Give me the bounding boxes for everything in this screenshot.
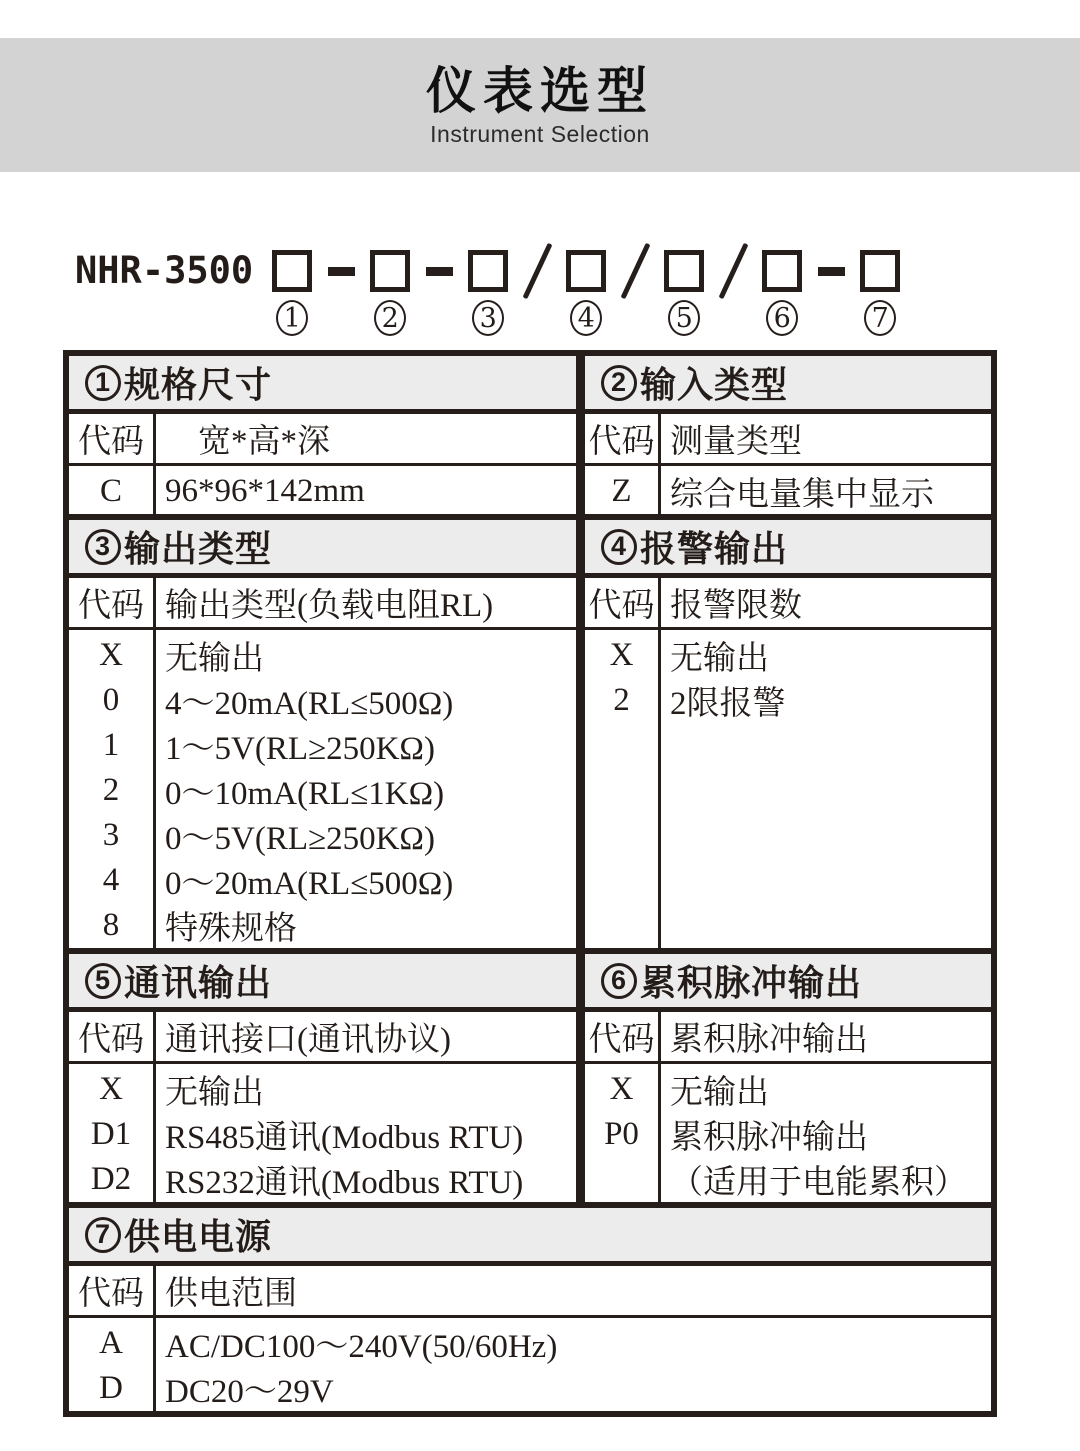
code-cell: X (609, 637, 634, 673)
section-3 (69, 514, 585, 948)
model-slot-number: 1 (276, 300, 308, 336)
model-slot-number: 5 (668, 300, 700, 336)
desc-cell: 无输出 (670, 641, 769, 677)
slash-bar (620, 243, 650, 299)
desc-column (156, 1064, 576, 1202)
section-title (585, 954, 991, 1012)
desc-cell: 综合电量集中显示 (670, 477, 934, 513)
code-cell: X (609, 1071, 634, 1107)
slash-bar (718, 243, 748, 299)
code-cell: 4 (102, 862, 120, 898)
code-cell: Z (611, 473, 632, 509)
model-slot-box (762, 250, 802, 292)
separator-hyphen (315, 250, 367, 292)
model-slot-3 (465, 250, 511, 336)
section-title-text: 累积脉冲输出 (640, 962, 863, 1003)
desc-column-header: 输出类型(负载电阻RL) (156, 578, 576, 630)
model-slot-number: 4 (570, 300, 602, 336)
separator-slash (609, 250, 661, 292)
code-cell: D2 (90, 1161, 132, 1197)
model-slot-7 (857, 250, 903, 336)
section-number-icon: 1 (85, 365, 121, 401)
section-7 (69, 1202, 991, 1411)
code-cell: D (99, 1370, 123, 1406)
desc-cell: 无输出 (165, 1075, 264, 1111)
desc-cell: 2限报警 (670, 686, 786, 722)
code-cell: P0 (604, 1116, 639, 1152)
code-column (69, 466, 156, 514)
desc-cell: 累积脉冲输出 (670, 1120, 868, 1156)
desc-column (156, 1318, 991, 1411)
section-table (69, 414, 576, 514)
desc-cell: RS485通讯(Modbus RTU) (165, 1120, 524, 1156)
desc-column-header: 测量类型 (661, 414, 991, 466)
model-slot-number: 2 (374, 300, 406, 336)
desc-column (661, 466, 991, 514)
desc-cell: 1～5V(RL≥250KΩ) (165, 731, 435, 767)
desc-cell: 无输出 (670, 1075, 769, 1111)
model-slot-4 (563, 250, 609, 336)
section-title (585, 520, 991, 578)
separator-slash (707, 250, 759, 292)
section-table (69, 1266, 991, 1411)
model-slot-1 (269, 250, 315, 336)
hyphen-bar (426, 267, 453, 276)
model-slot-box (468, 250, 508, 292)
section-number-icon: 5 (85, 963, 121, 999)
code-column (585, 466, 661, 514)
code-column-header: 代码 (69, 1012, 156, 1064)
section-title (69, 1208, 991, 1266)
model-slots (269, 250, 903, 336)
model-slot-number: 6 (766, 300, 798, 336)
code-column-header: 代码 (585, 1012, 661, 1064)
section-title (585, 356, 991, 414)
hyphen-bar (328, 267, 355, 276)
desc-cell: （适用于电能累积） (670, 1165, 967, 1201)
separator-hyphen (805, 250, 857, 292)
model-slot-5 (661, 250, 707, 336)
code-column-header: 代码 (69, 1266, 156, 1318)
desc-column-header: 报警限数 (661, 578, 991, 630)
desc-cell: 0～10mA(RL≤1KΩ) (165, 776, 445, 812)
section-table (69, 578, 576, 948)
desc-column (661, 1064, 991, 1202)
desc-column-header: 宽*高*深 (156, 414, 576, 466)
desc-column (156, 630, 576, 948)
code-cell: X (99, 637, 123, 673)
hyphen-bar (818, 267, 845, 276)
selection-table (63, 350, 997, 1417)
section-4 (585, 514, 991, 948)
code-cell: 0 (102, 682, 120, 718)
code-column (69, 1318, 156, 1411)
code-column (585, 630, 661, 948)
section-title (69, 356, 576, 414)
model-slot-box (860, 250, 900, 292)
code-column-header: 代码 (585, 414, 661, 466)
separator-slash (511, 250, 563, 292)
model-slot-box (664, 250, 704, 292)
model-slot-box (370, 250, 410, 292)
model-slot-box (272, 250, 312, 292)
desc-cell: RS232通讯(Modbus RTU) (165, 1165, 524, 1201)
code-cell: 8 (102, 907, 120, 943)
section-table (585, 1012, 991, 1202)
page-header (0, 38, 1080, 172)
section-title-text: 通讯输出 (124, 962, 273, 1003)
slash-bar (522, 243, 552, 299)
section-number-icon: 6 (601, 963, 637, 999)
desc-cell: DC20～29V (165, 1374, 334, 1410)
section-title-text: 输入类型 (640, 364, 789, 405)
section-1 (69, 356, 585, 514)
code-cell: X (99, 1071, 123, 1107)
section-number-icon: 2 (601, 365, 637, 401)
code-cell: C (99, 473, 122, 509)
desc-column-header: 累积脉冲输出 (661, 1012, 991, 1064)
page-subtitle: Instrument Selection (430, 120, 650, 147)
desc-cell: 无输出 (165, 641, 264, 677)
section-title (69, 954, 576, 1012)
desc-column (156, 466, 576, 514)
code-cell: 1 (102, 727, 120, 763)
model-slot-6 (759, 250, 805, 336)
desc-column-header: 通讯接口(通讯协议) (156, 1012, 576, 1064)
code-cell: A (99, 1325, 123, 1361)
code-column (69, 630, 156, 948)
section-number-icon: 3 (85, 529, 121, 565)
model-prefix: NHR-3500 (75, 249, 254, 292)
section-number-icon: 7 (85, 1217, 121, 1253)
code-cell: 3 (102, 817, 120, 853)
desc-cell: 96*96*142mm (165, 473, 365, 509)
desc-cell: 4～20mA(RL≤500Ω) (165, 686, 454, 722)
desc-cell: 0～5V(RL≥250KΩ) (165, 821, 435, 857)
code-column-header: 代码 (69, 414, 156, 466)
section-title-text: 报警输出 (640, 528, 789, 569)
desc-column-header: 供电范围 (156, 1266, 991, 1318)
code-cell: 2 (613, 682, 630, 718)
code-cell: 2 (102, 772, 120, 808)
page-title: 仪表选型 (426, 62, 654, 119)
model-code-row (75, 250, 1080, 336)
desc-cell: AC/DC100～240V(50/60Hz) (165, 1329, 558, 1365)
section-title-text: 供电电源 (124, 1216, 273, 1257)
desc-cell: 特殊规格 (165, 911, 297, 947)
desc-column (661, 630, 991, 948)
model-slot-box (566, 250, 606, 292)
code-cell: D1 (90, 1116, 132, 1152)
section-5 (69, 948, 585, 1202)
code-cell (585, 1157, 658, 1202)
section-table (585, 578, 991, 948)
separator-hyphen (413, 250, 465, 292)
section-table (69, 1012, 576, 1202)
section-table (585, 414, 991, 514)
section-number-icon: 4 (601, 529, 637, 565)
desc-cell: 0～20mA(RL≤500Ω) (165, 866, 454, 902)
model-slot-number: 3 (472, 300, 504, 336)
section-title-text: 输出类型 (124, 528, 273, 569)
model-slot-number: 7 (864, 300, 896, 336)
code-column (585, 1064, 661, 1202)
section-2 (585, 356, 991, 514)
section-title (69, 520, 576, 578)
code-column-header: 代码 (585, 578, 661, 630)
code-column-header: 代码 (69, 578, 156, 630)
model-slot-2 (367, 250, 413, 336)
section-6 (585, 948, 991, 1202)
section-title-text: 规格尺寸 (124, 364, 273, 405)
code-column (69, 1064, 156, 1202)
